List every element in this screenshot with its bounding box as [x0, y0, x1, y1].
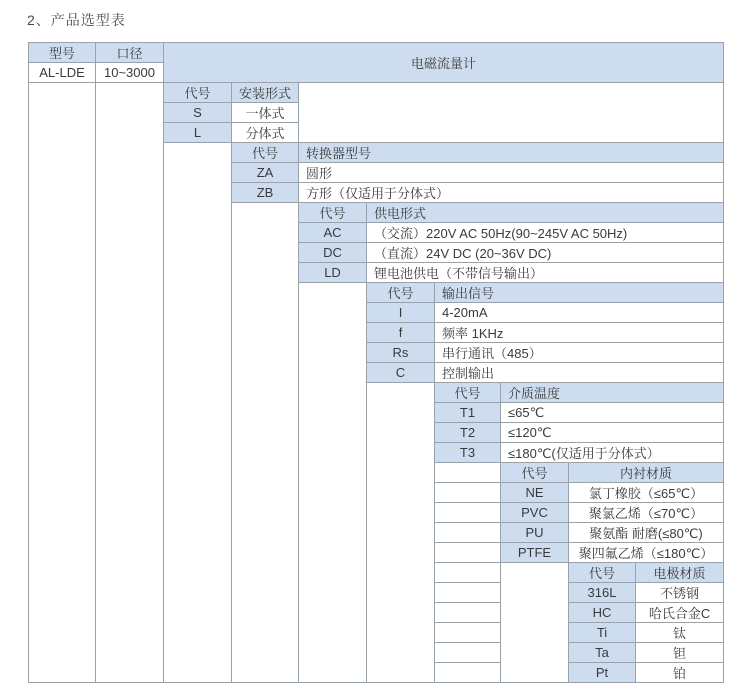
page-title: 2、产品选型表	[27, 12, 126, 28]
empty-grid-cell	[435, 583, 501, 603]
output-desc-cell: 4-20mA	[435, 303, 724, 323]
liner-code-cell: NE	[501, 483, 569, 503]
electrode-desc-cell: 钛	[636, 623, 724, 643]
power-code-cell: AC	[299, 223, 367, 243]
empty-output-column	[367, 383, 435, 683]
empty-liner-column	[501, 563, 569, 683]
temperature-desc-cell: ≤120℃	[501, 423, 724, 443]
output-name-cell: 输出信号	[435, 283, 724, 303]
empty-grid-cell	[435, 483, 501, 503]
empty-install-column	[164, 143, 232, 683]
electrode-desc-cell: 不锈钢	[636, 583, 724, 603]
empty-grid-cell	[435, 463, 501, 483]
temperature-code-cell: T3	[435, 443, 501, 463]
output-desc-cell: 控制输出	[435, 363, 724, 383]
empty-grid-cell	[435, 623, 501, 643]
temperature-code-cell: T2	[435, 423, 501, 443]
liner-desc-cell: 聚氯乙烯（≤70℃）	[569, 503, 724, 523]
liner-name-cell: 内衬材质	[569, 463, 724, 483]
converter-desc-cell: 圆形	[299, 163, 724, 183]
power-name-cell: 供电形式	[367, 203, 724, 223]
electrode-code-cell: 316L	[569, 583, 636, 603]
electrode-desc-cell: 铂	[636, 663, 724, 683]
temperature-code-label-cell: 代号	[435, 383, 501, 403]
empty-converter-column	[232, 203, 299, 683]
empty-grid-cell	[435, 643, 501, 663]
output-code-cell: f	[367, 323, 435, 343]
converter-desc-cell: 方形（仅适用于分体式）	[299, 183, 724, 203]
electrode-code-cell: Ta	[569, 643, 636, 663]
install-code-cell: L	[164, 123, 232, 143]
liner-desc-cell: 聚四氟乙烯（≤180℃）	[569, 543, 724, 563]
empty-grid-cell	[435, 503, 501, 523]
table-row	[29, 83, 724, 103]
power-desc-cell: （直流）24V DC (20~36V DC)	[367, 243, 724, 263]
empty-power-column	[299, 283, 367, 683]
electrode-code-cell: Pt	[569, 663, 636, 683]
output-code-cell: I	[367, 303, 435, 323]
power-code-cell: LD	[299, 263, 367, 283]
temperature-name-cell: 介质温度	[501, 383, 724, 403]
electrode-code-cell: Ti	[569, 623, 636, 643]
temperature-desc-cell: ≤65℃	[501, 403, 724, 423]
converter-name-cell: 转换器型号	[299, 143, 724, 163]
table-row	[29, 43, 724, 63]
output-code-cell: Rs	[367, 343, 435, 363]
empty-grid-cell	[435, 663, 501, 683]
liner-code-label-cell: 代号	[501, 463, 569, 483]
electrode-code-cell: HC	[569, 603, 636, 623]
liner-desc-cell: 氯丁橡胶（≤65℃）	[569, 483, 724, 503]
output-code-label-cell: 代号	[367, 283, 435, 303]
liner-desc-cell: 聚氨酯 耐磨(≤80℃)	[569, 523, 724, 543]
install-desc-cell: 一体式	[232, 103, 299, 123]
power-code-label-cell: 代号	[299, 203, 367, 223]
liner-code-cell: PTFE	[501, 543, 569, 563]
converter-code-label-cell: 代号	[232, 143, 299, 163]
electrode-code-label-cell: 代号	[569, 563, 636, 583]
model-value-cell: AL-LDE	[29, 63, 96, 83]
output-desc-cell: 频率 1KHz	[435, 323, 724, 343]
output-desc-cell: 串行通讯（485）	[435, 343, 724, 363]
install-code-cell: S	[164, 103, 232, 123]
liner-code-cell: PVC	[501, 503, 569, 523]
diameter-value-cell: 10~3000	[96, 63, 164, 83]
empty-diameter-column	[96, 83, 164, 683]
empty-grid-cell	[435, 563, 501, 583]
empty-model-column	[29, 83, 96, 683]
product-selection-table	[28, 42, 724, 683]
electrode-name-cell: 电极材质	[636, 563, 724, 583]
liner-code-cell: PU	[501, 523, 569, 543]
power-code-cell: DC	[299, 243, 367, 263]
install-desc-cell: 分体式	[232, 123, 299, 143]
install-name-cell: 安装形式	[232, 83, 299, 103]
converter-code-cell: ZB	[232, 183, 299, 203]
power-desc-cell: （交流）220V AC 50Hz(90~245V AC 50Hz)	[367, 223, 724, 243]
product-header-cell: 电磁流量计	[164, 43, 724, 83]
output-code-cell: C	[367, 363, 435, 383]
temperature-code-cell: T1	[435, 403, 501, 423]
power-desc-cell: 锂电池供电（不带信号输出）	[367, 263, 724, 283]
diameter-header-cell: 口径	[96, 43, 164, 63]
empty-area-right-of-install	[299, 83, 724, 143]
model-header-cell: 型号	[29, 43, 96, 63]
empty-grid-cell	[435, 543, 501, 563]
install-code-label-cell: 代号	[164, 83, 232, 103]
electrode-desc-cell: 钽	[636, 643, 724, 663]
electrode-desc-cell: 哈氏合金C	[636, 603, 724, 623]
converter-code-cell: ZA	[232, 163, 299, 183]
empty-grid-cell	[435, 603, 501, 623]
empty-grid-cell	[435, 523, 501, 543]
temperature-desc-cell: ≤180℃(仅适用于分体式）	[501, 443, 724, 463]
